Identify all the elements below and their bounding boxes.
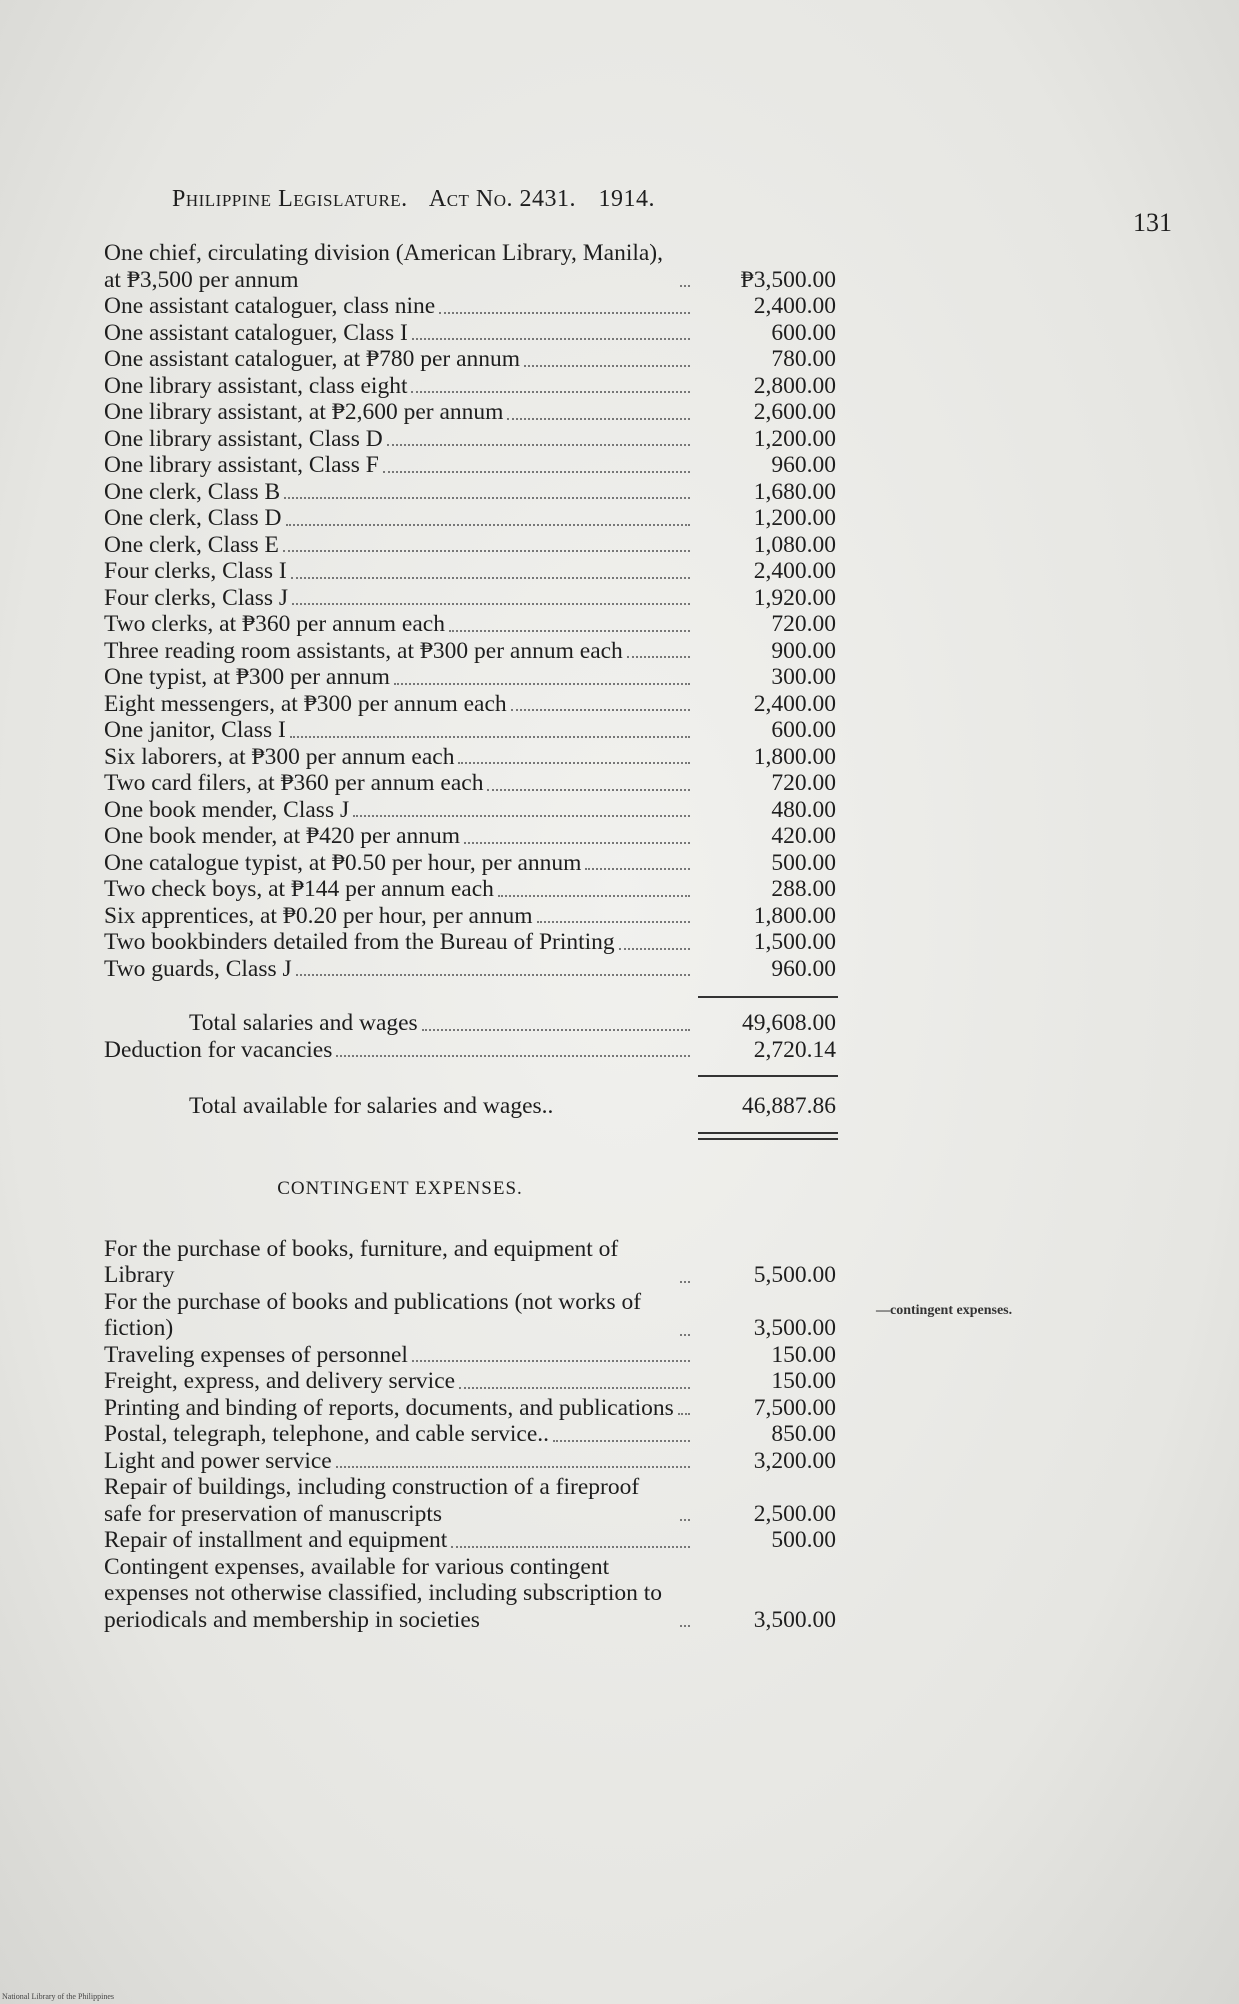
salary-row [104, 717, 864, 744]
salary-row [104, 691, 864, 718]
salary-row [104, 585, 864, 612]
net-rule [698, 1075, 838, 1077]
deduction-label: Deduction for vacancies [104, 1036, 333, 1063]
salary-desc: One clerk, Class E [104, 531, 279, 558]
salary-amount: 960.00 [771, 452, 836, 478]
contingent-amount: 850.00 [771, 1421, 836, 1447]
contingent-row [104, 1554, 864, 1634]
salary-desc: One book mender, at ₱420 per annum [104, 823, 461, 849]
salary-row [104, 346, 864, 373]
page-number: 131 [1133, 208, 1172, 237]
footer-source-tag: National Library of the Philippines [2, 1992, 114, 2001]
contingent-row [104, 1474, 864, 1527]
contingent-desc: Freight, express, and delivery service [104, 1368, 456, 1394]
margin-note: —contingent expenses. [876, 1303, 1013, 1318]
total-salaries-row [104, 1010, 864, 1037]
total-available-label: Total available for salaries and wages.. [189, 1093, 554, 1119]
salary-desc: Two clerks, at ₱360 per annum each [104, 611, 445, 637]
salary-amount: 720.00 [771, 611, 836, 637]
salary-amount: 288.00 [771, 876, 836, 902]
contingent-row [104, 1395, 864, 1422]
contingent-desc: Repair of installment and equipment [104, 1527, 448, 1553]
salary-amount: 960.00 [771, 955, 836, 982]
contingent-desc: Traveling expenses of personnel [104, 1341, 408, 1368]
contingent-desc: For the purchase of books and publications (not works of fiction) [104, 1288, 642, 1341]
salary-desc: One clerk, Class D [104, 505, 282, 531]
salary-row [104, 956, 864, 983]
contingent-row [104, 1368, 864, 1395]
salary-desc: One typist, at ₱300 per annum [104, 664, 390, 690]
salary-amount: 2,800.00 [753, 372, 836, 399]
deduction-row [104, 1037, 864, 1064]
salary-amount: 1,200.00 [753, 425, 836, 452]
contingent-desc: For the purchase of books, furniture, and equipment of Library [104, 1235, 619, 1288]
salary-desc: One janitor, Class I [104, 717, 286, 743]
contingent-amount: 3,500.00 [753, 1606, 836, 1633]
salary-row [104, 505, 864, 532]
salary-row [104, 479, 864, 506]
salaries-list [104, 240, 864, 1633]
salary-desc: Two guards, Class J [104, 955, 292, 982]
salary-desc: Two card filers, at ₱360 per annum each [104, 770, 484, 796]
salary-amount: ₱3,500.00 [740, 266, 836, 293]
salary-desc: Two check boys, at ₱144 per annum each [104, 876, 494, 902]
salary-amount: 2,400.00 [753, 558, 836, 584]
salary-desc: Eight messengers, at ₱300 per annum each [104, 690, 507, 717]
salary-row [104, 664, 864, 691]
salary-row [104, 532, 864, 559]
salary-desc: One assistant cataloguer, Class I [104, 319, 408, 346]
salary-amount: 1,500.00 [753, 929, 836, 955]
contingent-amount: 2,500.00 [753, 1500, 836, 1527]
salary-row [104, 399, 864, 426]
salary-amount: 1,200.00 [753, 505, 836, 531]
salary-row [104, 558, 864, 585]
salary-amount: 1,920.00 [753, 584, 836, 611]
running-head-title: Philippine Legislature. [172, 186, 408, 212]
salary-amount: 2,400.00 [753, 690, 836, 717]
total-salaries-amount: 49,608.00 [742, 1010, 836, 1036]
salary-row [104, 770, 864, 797]
contingent-amount: 7,500.00 [753, 1394, 836, 1421]
contingent-row [104, 1421, 864, 1448]
contingent-amount: 3,200.00 [753, 1447, 836, 1474]
contingent-row [104, 1448, 864, 1475]
salary-row [104, 426, 864, 453]
salary-amount: 480.00 [771, 796, 836, 823]
salary-row [104, 293, 864, 320]
salary-row [104, 797, 864, 824]
salary-amount: 1,800.00 [753, 902, 836, 929]
salary-row [104, 850, 864, 877]
salary-row [104, 929, 864, 956]
double-rule [698, 1132, 838, 1140]
salary-amount: 1,800.00 [753, 743, 836, 770]
salary-desc: One library assistant, at ₱2,600 per annum [104, 399, 504, 425]
salary-row [104, 638, 864, 665]
deduction-amount: 2,720.14 [753, 1036, 836, 1063]
salary-row [104, 452, 864, 479]
subtotal-rule [698, 996, 838, 998]
salary-row [104, 823, 864, 850]
total-salaries-label: Total salaries and wages [189, 1010, 418, 1036]
contingent-desc: Postal, telegraph, telephone, and cable service.. [104, 1421, 550, 1447]
salary-desc: One library assistant, Class D [104, 425, 383, 452]
salary-amount: 2,600.00 [753, 399, 836, 425]
salary-amount: 600.00 [771, 717, 836, 743]
salary-desc: One book mender, Class J [104, 796, 350, 823]
salary-amount: 420.00 [771, 823, 836, 849]
salary-desc: Three reading room assistants, at ₱300 per annum each [104, 637, 623, 664]
salary-desc: One assistant cataloguer, class nine [104, 293, 436, 319]
salary-amount: 500.00 [771, 849, 836, 876]
contingent-heading: CONTINGENT EXPENSES. [277, 1177, 523, 1199]
salary-desc: Four clerks, Class J [104, 584, 289, 611]
salary-row [104, 373, 864, 400]
salary-row [104, 744, 864, 771]
salary-desc: Four clerks, Class I [104, 558, 287, 584]
salary-desc: One library assistant, Class F [104, 452, 379, 478]
salary-desc: One catalogue typist, at ₱0.50 per hour, per annum [104, 849, 582, 876]
contingent-desc: Light and power service [104, 1447, 332, 1474]
running-head [172, 186, 671, 213]
salary-desc: One assistant cataloguer, at ₱780 per annum [104, 346, 521, 372]
contingent-desc: Printing and binding of reports, documents, and publications [104, 1394, 674, 1421]
salary-row [104, 240, 864, 293]
contingent-amount: 500.00 [771, 1527, 836, 1553]
total-available-row [104, 1093, 864, 1120]
salary-amount: 900.00 [771, 637, 836, 664]
contingent-row [104, 1342, 864, 1369]
salary-amount: 300.00 [771, 664, 836, 690]
salary-amount: 1,080.00 [753, 531, 836, 558]
contingent-amount: 3,500.00 [753, 1315, 836, 1341]
salary-amount: 720.00 [771, 770, 836, 796]
contingent-amount: 150.00 [771, 1341, 836, 1368]
salary-desc: One chief, circulating division (American Library, Manila), at ₱3,500 per annum [104, 240, 664, 293]
salary-desc: Six laborers, at ₱300 per annum each [104, 743, 455, 770]
contingent-desc: Repair of buildings, including construction of a fireproof safe for preservation of manuscripts [104, 1474, 640, 1527]
contingent-amount: 5,500.00 [753, 1262, 836, 1288]
salary-amount: 2,400.00 [753, 293, 836, 319]
salary-desc: One clerk, Class B [104, 478, 281, 505]
running-head-year: 1914. [598, 186, 656, 212]
salary-desc: One library assistant, class eight [104, 372, 408, 399]
contingent-amount: 150.00 [771, 1368, 836, 1394]
contingent-row [104, 1527, 864, 1554]
salary-amount: 1,680.00 [753, 478, 836, 505]
salary-desc: Two bookbinders detailed from the Bureau of Printing [104, 929, 615, 955]
salary-amount: 600.00 [771, 319, 836, 346]
contingent-row [104, 1289, 864, 1342]
salary-row [104, 903, 864, 930]
salary-amount: 780.00 [771, 346, 836, 372]
contingent-row [104, 1236, 864, 1289]
salary-desc: Six apprentices, at ₱0.20 per hour, per annum [104, 902, 533, 929]
total-available-amount: 46,887.86 [742, 1093, 836, 1119]
contingent-desc: Contingent expenses, available for various contingent expenses not otherwise classified, including subscription to periodicals and membership in societies [104, 1553, 663, 1633]
running-head-act: Act No. 2431. [428, 186, 577, 212]
salary-row [104, 320, 864, 347]
salary-row [104, 611, 864, 638]
salary-row [104, 876, 864, 903]
